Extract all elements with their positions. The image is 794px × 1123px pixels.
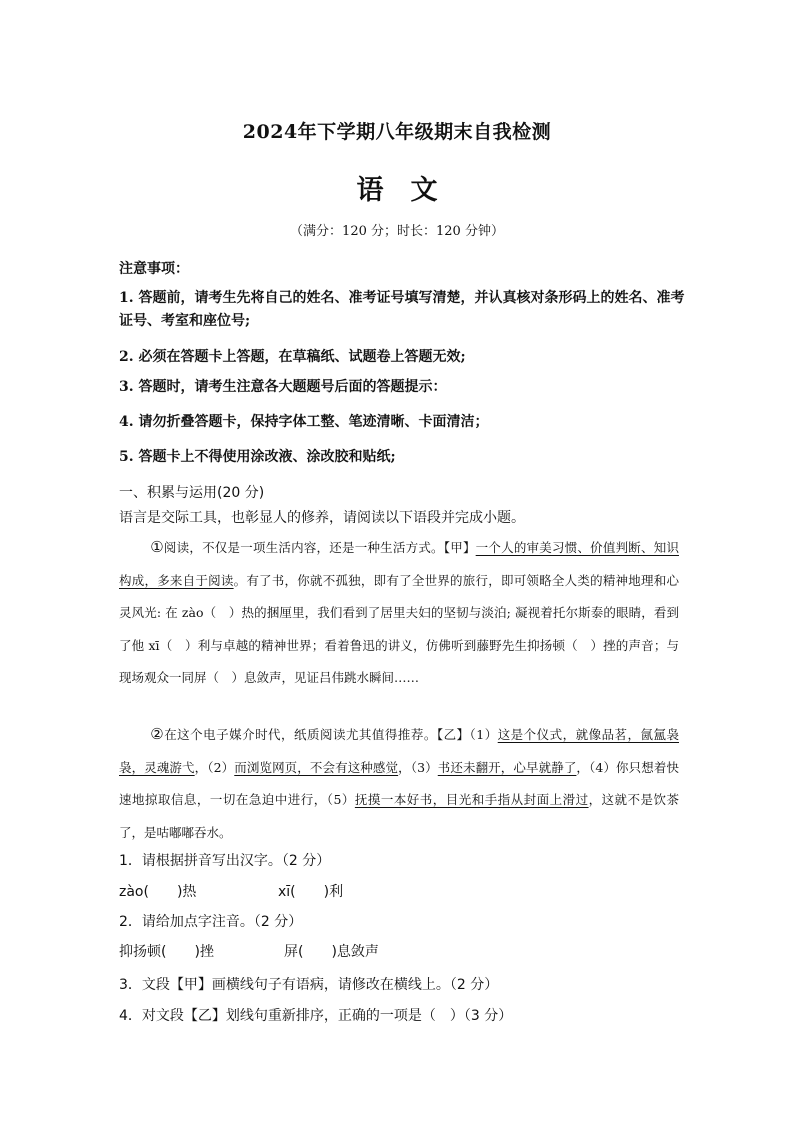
score-info: （满分：120 分；时长：120 分钟） bbox=[290, 224, 504, 239]
paragraph-number: ② bbox=[150, 725, 165, 743]
section-heading: 一、积累与运用(20 分) bbox=[119, 485, 265, 501]
exam-title: 2024年下学期八年级期末自我检测 bbox=[242, 121, 552, 143]
section-intro: 语言是交际工具，也彰显人的修养，请阅读以下语段并完成小题。 bbox=[119, 510, 525, 526]
notice-heading: 注意事项： bbox=[119, 261, 189, 277]
question-1: 1．请根据拼音写出汉字。（2 分） bbox=[119, 853, 331, 869]
q1-blank-a[interactable]: zào( )热 bbox=[119, 884, 197, 900]
p1-rest: 。有了书，你就不孤独，即有了全世界的旅行，即可领略全人类的精神地理和心灵风光: 在 zào（ ）热的捆厘里，我们看到了居里夫妇的坚韧与淡泊; 凝视着托尔斯泰的眼睛，看到了他 xī（ ）利与卓越的精神世界；看着鲁迅的讲义，仿佛听到藤野先生抑扬顿（ ）挫的声音；与现场观众一同屏（ ）息敛声，见证吕伟跳水瞬间…… bbox=[119, 572, 679, 685]
p2-sentence-5: 抚摸一本好书，目光和手指从封面上滑过 bbox=[354, 792, 589, 807]
p2-text: ，（3） bbox=[398, 759, 438, 775]
question-3: 3．文段【甲】画横线句子有语病，请修改在横线上。（2 分） bbox=[119, 977, 499, 993]
p1-underlined-sentence: 一个人的审美习惯、价值判断、知识构成，多来自于阅读 bbox=[119, 540, 679, 588]
notice-item-5: 5. 答题卡上不得使用涂改液、涂改胶和贴纸; bbox=[119, 449, 396, 465]
notice-item-1: 1. 答题前，请考生先将自己的姓名、准考证号填写清楚，并认真核对条形码上的姓名、准考证号、考室和座位号; bbox=[119, 290, 685, 329]
question-4: 4．对文段【乙】划线句重新排序，正确的一项是（ ）（3 分） bbox=[119, 1008, 513, 1024]
paragraph-number: ① bbox=[150, 538, 164, 556]
p2-sentence-2: 而浏览网页，不会有这种感觉 bbox=[234, 759, 399, 775]
notice-item-4: 4. 请勿折叠答题卡，保持字体工整、笔迹清晰、卡面清洁； bbox=[119, 414, 489, 430]
p2-text: ，（4）你只想着快速地掠取信息，一切在急迫中进行，（5） bbox=[119, 759, 679, 807]
notice-item-3: 3. 答题时，请考生注意各大题题号后面的答题提示： bbox=[119, 379, 447, 395]
p2-sentence-3: 书还未翻开，心早就静了 bbox=[437, 759, 577, 775]
q1-blank-b[interactable]: xī( )利 bbox=[278, 884, 344, 900]
passage-paragraph-1 bbox=[119, 531, 679, 695]
question-2: 2．请给加点字注音。（2 分） bbox=[119, 914, 303, 930]
p2-text: ，（2） bbox=[194, 759, 235, 775]
notice-item-2: 2. 必须在答题卡上答题，在草稿纸、试题卷上答题无效; bbox=[119, 349, 466, 365]
q2-blank-a[interactable]: 抑扬顿( )挫 bbox=[119, 944, 214, 960]
q2-blank-b[interactable]: 屏( )息敛声 bbox=[284, 944, 379, 960]
p2-sentence-1: 这是个仪式，就像品茗，氤氲袅袅，灵魂游弋 bbox=[119, 727, 679, 775]
p2-end: ，这就不是饮茶了，是咕嘟嘟吞水。 bbox=[119, 792, 679, 840]
p2-lead: 在这个电子媒介时代，纸质阅读尤其值得推荐。【乙】（1） bbox=[164, 727, 498, 742]
p1-lead: 阅读，不仅是一项生活内容，还是一种生活方式。【甲】 bbox=[163, 540, 476, 555]
passage-paragraph-2 bbox=[119, 718, 679, 849]
subject-title: 语 文 bbox=[356, 175, 438, 206]
